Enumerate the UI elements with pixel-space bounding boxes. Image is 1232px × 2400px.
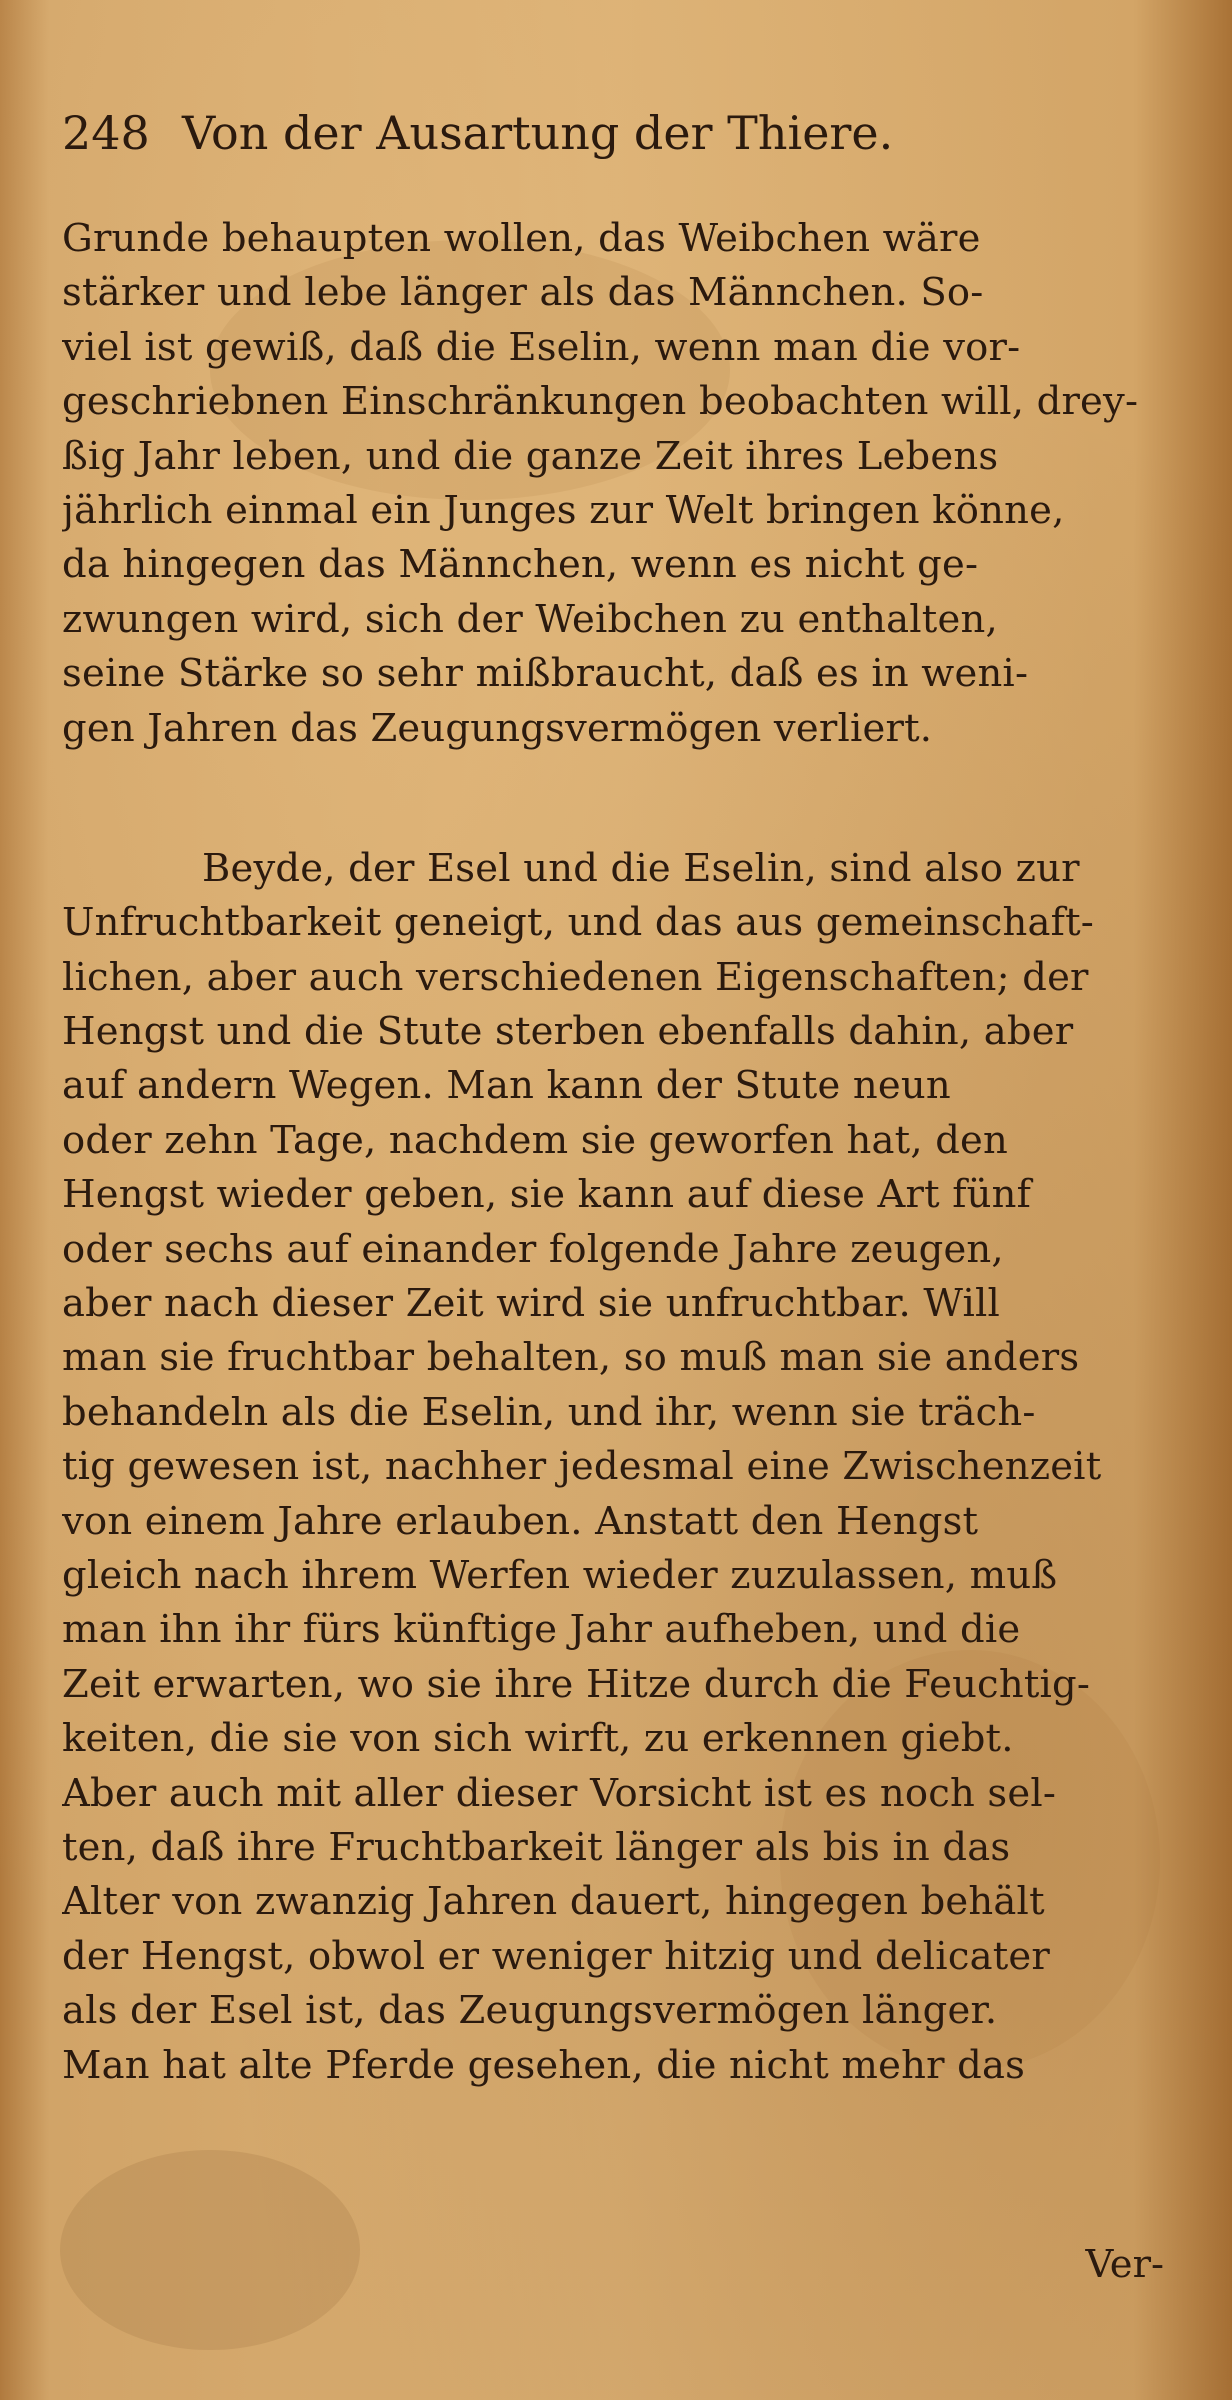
text-line: Hengst und die Stute sterben ebenfalls dahin, aber [62,1009,1074,1055]
text-line: Grunde behaupten wollen, das Weibchen wäre [62,216,981,261]
running-title: Von der Ausartung der Thiere. [182,106,894,160]
text-line: geschriebnen Einschränkungen beobachten will, drey- [62,379,1139,425]
text-line: Zeit erwarten, wo sie ihre Hitze durch die Feuchtig- [62,1661,1091,1707]
text-line: oder zehn Tage, nachdem sie geworfen hat, den [62,1117,1009,1163]
text-line: Man hat alte Pferde gesehen, die nicht mehr das [62,2042,1026,2088]
text-line: Unfruchtbarkeit geneigt, und das aus gemeinschaft- [62,900,1095,946]
text-line: keiten, die sie von sich wirft, zu erkennen giebt. [62,1716,1014,1762]
text-line: der Hengst, obwol er weniger hitzig und delicater [62,1933,1050,1979]
page-number: 248 [62,106,150,160]
body-text [62,212,1170,2093]
text-line: oder sechs auf einander folgende Jahre zeugen, [62,1226,1004,1272]
text-line: lichen, aber auch verschiedenen Eigenschaften; der [62,954,1089,1000]
text-line: als der Esel ist, das Zeugungsvermögen länger. [62,1988,998,2034]
text-line: ten, daß ihre Fruchtbarkeit länger als bis in das [62,1824,1011,1870]
text-line: Alter von zwanzig Jahren dauert, hingegen behält [62,1879,1045,1925]
text-line: auf andern Wegen. Man kann der Stute neun [62,1063,951,1109]
text-line: stärker und lebe länger als das Männchen. So- [62,270,984,316]
text-line: Beyde, der Esel und die Eselin, sind also zur [202,845,1080,891]
text-line: behandeln als die Eselin, und ihr, wenn sie träch- [62,1389,1036,1435]
catchword: Ver- [1085,2242,1164,2287]
text-line: jährlich einmal ein Junges zur Welt bringen könne, [62,487,1065,533]
running-head [62,98,1122,168]
paper-stain [60,2150,360,2350]
text-line: viel ist gewiß, daß die Eselin, wenn man die vor- [62,324,1021,370]
text-line: seine Stärke so sehr mißbraucht, daß es in weni- [62,651,1029,697]
text-line: aber nach dieser Zeit wird sie unfruchtbar. Will [62,1281,1001,1327]
text-line: zwungen wird, sich der Weibchen zu enthalten, [62,596,998,642]
text-line: da hingegen das Männchen, wenn es nicht ge- [62,542,979,588]
paragraph-1 [62,212,1170,756]
text-line: gen Jahren das Zeugungsvermögen verliert. [62,705,933,751]
text-line: tig gewesen ist, nachher jedesmal eine Zwischenzeit [62,1444,1102,1490]
text-line: man sie fruchtbar behalten, so muß man sie anders [62,1335,1080,1381]
text-line: Aber auch mit aller dieser Vorsicht ist es noch sel- [62,1770,1057,1816]
text-line: man ihn ihr fürs künftige Jahr aufheben, und die [62,1607,1021,1653]
text-line: gleich nach ihrem Werfen wieder zuzulassen, muß [62,1552,1058,1598]
text-line: von einem Jahre erlauben. Anstatt den Hengst [62,1498,979,1544]
paragraph-gap [62,756,1170,842]
text-line: ßig Jahr leben, und die ganze Zeit ihres Lebens [62,433,999,479]
paragraph-2 [62,842,1170,2093]
text-line: Hengst wieder geben, sie kann auf diese Art fünf [62,1172,1032,1218]
